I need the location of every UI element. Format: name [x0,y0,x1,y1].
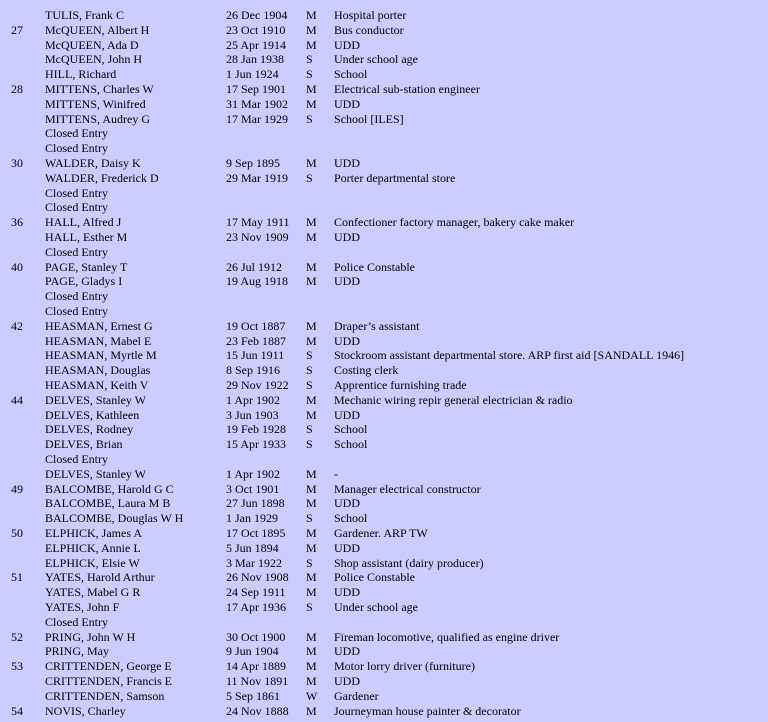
table-row [0,23,768,38]
marital-status: M [306,274,317,289]
person-name: BALCOMBE, Douglas W H [45,511,184,526]
birth-date: 23 Nov 1909 [226,230,289,244]
person-name: Closed Entry [45,200,108,215]
occupation: UDD [334,674,360,688]
occupation: UDD [334,644,360,659]
person-name: PAGE, Gladys I [45,274,123,289]
marital-status: S [306,511,313,526]
marital-status: M [306,8,317,22]
occupation: Manager electrical constructor [334,481,481,496]
marital-status: M [306,629,317,644]
occupation: Stockroom assistant departmental store. ARP first aid [SANDALL 1946] [334,348,685,363]
marital-status: M [306,156,317,170]
person-name: YATES, Mabel G R [45,585,141,600]
person-name: HEASMAN, Ernest G [45,318,153,333]
marital-status: M [306,333,317,348]
table-row [0,482,768,497]
marital-status: M [306,585,317,600]
table-row [0,319,768,334]
table-row [0,171,768,186]
table-row [0,689,768,704]
table-row [0,215,768,230]
person-name: WALDER, Daisy K [45,156,141,170]
marital-status: M [306,230,317,244]
marital-status: M [306,96,317,111]
occupation: Mechanic wiring repir general electrician & radio [334,392,573,407]
birth-date: 19 Feb 1928 [226,422,286,437]
table-row [0,615,768,630]
occupation: Costing clerk [334,363,399,378]
table-row [0,556,768,571]
schedule-number: 54 [11,703,23,718]
marital-status: M [306,37,317,52]
table-row [0,82,768,97]
table-row [0,511,768,526]
person-name: Closed Entry [45,244,108,259]
schedule-number: 42 [11,318,23,333]
occupation: UDD [334,333,360,348]
occupation: School [334,422,368,437]
birth-date: 31 Mar 1902 [226,96,288,111]
table-row [0,52,768,67]
table-row [0,704,768,719]
birth-date: 11 Nov 1891 [226,674,289,688]
table-row [0,378,768,393]
schedule-number: 53 [11,659,23,674]
birth-date: 17 May 1911 [226,215,290,230]
table-row [0,156,768,171]
table-row [0,585,768,600]
marital-status: M [306,570,317,585]
occupation: UDD [334,496,360,511]
birth-date: 23 Feb 1887 [226,333,286,348]
schedule-number: 52 [11,629,23,644]
table-row [0,348,768,363]
marital-status: M [306,496,317,511]
schedule-number: 30 [11,156,23,170]
schedule-number: 28 [11,82,23,96]
table-row [0,659,768,674]
person-name: BALCOMBE, Harold G C [45,481,174,496]
person-name: MITTENS, Winifred [45,96,146,111]
birth-date: 26 Nov 1908 [226,570,289,585]
table-row [0,112,768,127]
marital-status: W [306,688,318,703]
birth-date: 24 Sep 1911 [226,585,286,600]
occupation: Under school age [334,600,418,614]
marital-status: M [306,392,317,407]
person-name: HEASMAN, Mabel E [45,333,152,348]
birth-date: 19 Oct 1887 [226,318,286,333]
table-row [0,230,768,245]
birth-date: 24 Nov 1888 [226,703,289,718]
table-row [0,570,768,585]
person-name: DELVES, Stanley W [45,392,146,407]
person-name: McQUEEN, John H [45,52,142,67]
marital-status: S [306,437,313,452]
table-row [0,467,768,482]
marital-status: S [306,363,313,378]
birth-date: 3 Mar 1922 [226,555,282,570]
table-row [0,526,768,541]
occupation: UDD [334,274,360,289]
person-name: HEASMAN, Myrtle M [45,348,157,363]
person-name: DELVES, Brian [45,437,123,452]
person-name: ELPHICK, James A [45,526,142,540]
occupation: Shop assistant (dairy producer) [334,555,484,570]
birth-date: 17 Oct 1895 [226,526,286,540]
occupation: Journeyman house painter & decorator [334,703,521,718]
birth-date: 25 Apr 1914 [226,37,286,52]
marital-status: M [306,481,317,496]
birth-date: 15 Jun 1911 [226,348,285,363]
person-name: TULIS, Frank C [45,8,124,22]
person-name: YATES, John F [45,600,120,614]
birth-date: 28 Jan 1938 [226,52,284,67]
birth-date: 30 Oct 1900 [226,629,286,644]
table-row [0,245,768,260]
person-name: YATES, Harold Arthur [45,570,155,585]
marital-status: S [306,52,313,67]
table-row [0,393,768,408]
person-name: PAGE, Stanley T [45,259,128,274]
person-name: PRING, John W H [45,629,136,644]
birth-date: 15 Apr 1933 [226,437,286,452]
table-row [0,496,768,511]
occupation: Gardener. ARP TW [334,526,428,540]
table-row [0,141,768,156]
marital-status: M [306,318,317,333]
schedule-number: 51 [11,570,23,585]
occupation: Gardener [334,688,379,703]
birth-date: 17 Apr 1936 [226,600,286,614]
person-name: McQUEEN, Ada D [45,37,139,52]
birth-date: 17 Sep 1901 [226,82,286,96]
birth-date: 1 Apr 1902 [226,392,280,407]
table-row [0,541,768,556]
table-row [0,437,768,452]
birth-date: 1 Jun 1924 [226,67,279,82]
occupation: Apprentice furnishing trade [334,378,467,392]
birth-date: 8 Sep 1916 [226,363,280,378]
table-row [0,422,768,437]
table-row [0,274,768,289]
person-name: HEASMAN, Keith V [45,378,149,392]
table-row [0,630,768,645]
person-name: Closed Entry [45,614,108,629]
person-name: Closed Entry [45,289,108,304]
birth-date: 26 Dec 1904 [226,8,288,22]
person-name: CRITTENDEN, Francis E [45,674,172,688]
table-row [0,452,768,467]
occupation: UDD [334,37,360,52]
occupation: School [334,511,368,526]
occupation: Porter departmental store [334,170,456,185]
birth-date: 5 Sep 1861 [226,688,280,703]
person-name: Closed Entry [45,304,108,318]
birth-date: 17 Mar 1929 [226,111,288,126]
marital-status: M [306,674,317,688]
marital-status: M [306,644,317,659]
person-name: Closed Entry [45,126,108,141]
person-name: CRITTENDEN, Samson [45,688,165,703]
birth-date: 9 Jun 1904 [226,644,279,659]
person-name: MITTENS, Charles W [45,82,154,96]
marital-status: M [306,659,317,674]
person-name: HILL, Richard [45,67,117,82]
schedule-number: 49 [11,481,23,496]
person-name: MITTENS, Audrey G [45,111,150,126]
marital-status: M [306,703,317,718]
table-row [0,304,768,319]
person-name: ELPHICK, Annie L [45,540,141,555]
birth-date: 9 Sep 1895 [226,156,280,170]
person-name: ELPHICK, Elsie W [45,555,140,570]
occupation: Hospital porter [334,8,407,22]
marital-status: M [306,407,317,422]
person-name: McQUEEN, Albert H [45,22,150,37]
table-row [0,8,768,23]
birth-date: 1 Apr 1902 [226,466,280,481]
birth-date: 27 Jun 1898 [226,496,285,511]
table-row [0,126,768,141]
occupation: Draper’s assistant [334,318,420,333]
birth-date: 29 Mar 1919 [226,170,288,185]
person-name: Closed Entry [45,185,108,200]
occupation: School [ILES] [334,111,404,126]
birth-date: 29 Nov 1922 [226,378,289,392]
marital-status: S [306,348,313,363]
table-row [0,260,768,275]
marital-status: S [306,600,313,614]
person-name: NOVIS, Charley [45,703,126,718]
occupation: Police Constable [334,570,415,585]
person-name: HEASMAN, Douglas [45,363,151,378]
birth-date: 3 Jun 1903 [226,407,279,422]
birth-date: 3 Oct 1901 [226,481,280,496]
occupation: UDD [334,230,360,244]
marital-status: M [306,540,317,555]
table-row [0,334,768,349]
occupation: Confectioner factory manager, bakery cake maker [334,215,575,230]
occupation: UDD [334,585,360,600]
schedule-number: 50 [11,526,23,540]
schedule-number: 44 [11,392,23,407]
table-row [0,200,768,215]
schedule-number: 36 [11,215,23,230]
table-row [0,67,768,82]
marital-status: S [306,111,313,126]
occupation: Fireman locomotive, qualified as engine driver [334,629,560,644]
marital-status: S [306,378,313,392]
occupation: Under school age [334,52,418,67]
marital-status: S [306,422,313,437]
table-row [0,186,768,201]
occupation: School [334,67,368,82]
marital-status: M [306,259,317,274]
marital-status: S [306,67,313,82]
person-name: DELVES, Rodney [45,422,134,437]
schedule-number: 27 [11,22,23,37]
table-row [0,363,768,378]
table-row [0,289,768,304]
occupation: UDD [334,540,360,555]
person-name: WALDER, Frederick D [45,170,159,185]
marital-status: M [306,466,317,481]
table-row [0,408,768,423]
occupation: School [334,437,368,452]
table-row [0,600,768,615]
occupation: Police Constable [334,259,415,274]
marital-status: M [306,526,317,540]
birth-date: 23 Oct 1910 [226,22,286,37]
occupation: - [334,466,338,481]
person-name: CRITTENDEN, George E [45,659,172,674]
person-name: DELVES, Kathleen [45,407,140,422]
table-row [0,644,768,659]
occupation: UDD [334,407,360,422]
person-name: BALCOMBE, Laura M B [45,496,171,511]
birth-date: 5 Jun 1894 [226,540,279,555]
occupation: Bus conductor [334,22,404,37]
person-name: HALL, Alfred J [45,215,122,230]
marital-status: S [306,170,313,185]
birth-date: 19 Aug 1918 [226,274,289,289]
table-row [0,674,768,689]
person-name: DELVES, Stanley W [45,466,146,481]
occupation: Motor lorry driver (furniture) [334,659,475,674]
schedule-number: 40 [11,259,23,274]
birth-date: 26 Jul 1912 [226,259,283,274]
marital-status: M [306,215,317,230]
person-name: HALL, Esther M [45,230,128,244]
table-row [0,38,768,53]
birth-date: 1 Jan 1929 [226,511,278,526]
person-name: PRING, May [45,644,110,659]
table-row [0,97,768,112]
occupation: UDD [334,96,360,111]
person-name: Closed Entry [45,452,108,466]
marital-status: M [306,82,317,96]
marital-status: S [306,555,313,570]
birth-date: 14 Apr 1889 [226,659,286,674]
occupation: UDD [334,156,360,170]
person-name: Closed Entry [45,141,108,156]
marital-status: M [306,22,317,37]
occupation: Electrical sub-station engineer [334,82,480,96]
